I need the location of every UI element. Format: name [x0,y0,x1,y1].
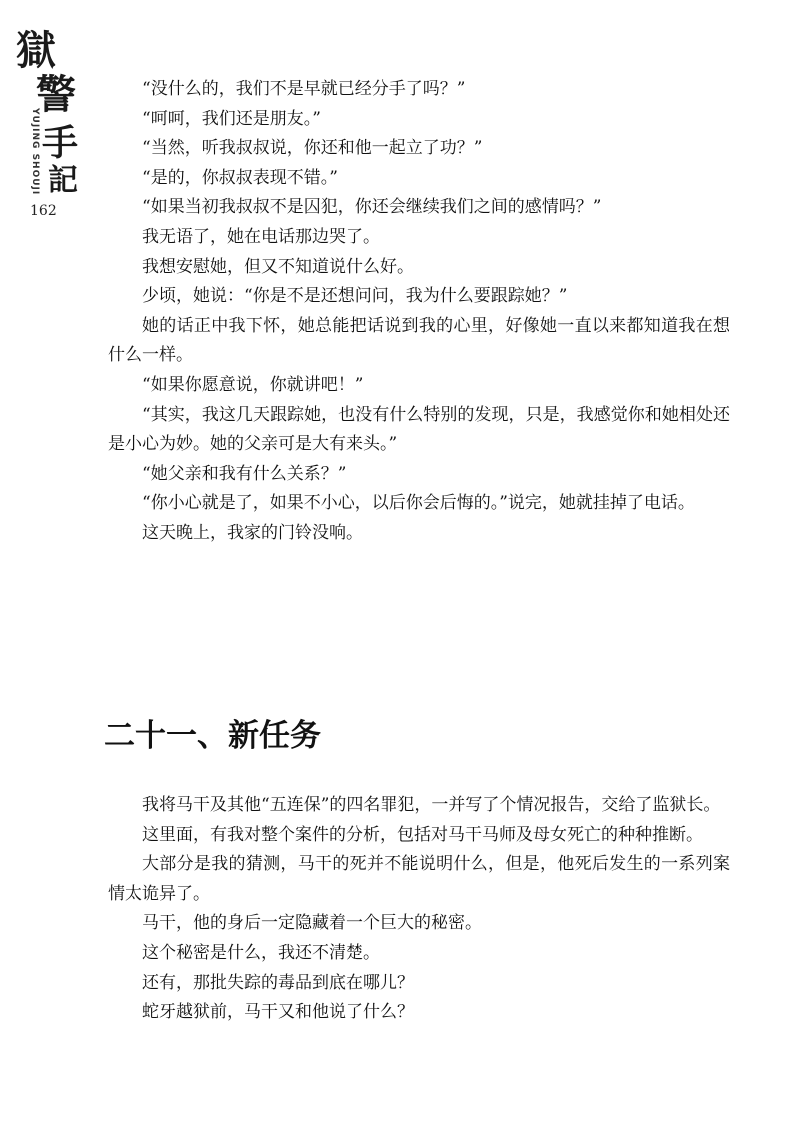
paragraph: “其实，我这几天跟踪她，也没有什么特别的发现，只是，我感觉你和她相处还是小心为妙。她的父亲可是大有来头。” [108,404,730,455]
paragraph: “当然，听我叔叔说，你还和他一起立了功？” [142,138,483,159]
page-number: 162 [30,203,57,219]
logo-char-4: 記 [48,163,78,198]
paragraph: 少顷，她说：“你是不是还想问问，我为什么要跟踪她？” [142,286,568,307]
logo-char-1: 獄 [16,27,56,74]
paragraph: 马干，他的身后一定隐藏着一个巨大的秘密。 [142,913,482,934]
paragraph: “她父亲和我有什么关系？” [142,463,347,484]
bottom-text-block [108,791,730,1028]
paragraph: 我将马干及其他“五连保”的四名罪犯，一并写了个情况报告，交给了监狱长。 [142,795,721,815]
paragraph: “如果当初我叔叔不是囚犯，你还会继续我们之间的感情吗？” [142,197,602,218]
paragraph: 还有，那批失踪的毒品到底在哪儿？ [142,972,414,993]
paragraph: 我无语了，她在电话那边哭了。 [142,226,380,247]
paragraph: “呵呵，我们还是朋友。” [142,108,321,129]
paragraph: 这天晚上，我家的门铃没响。 [142,522,363,543]
paragraph: “你小心就是了，如果不小心，以后你会后悔的。”说完，她就挂掉了电话。 [142,493,695,514]
paragraph: 这个秘密是什么，我还不清楚。 [142,942,380,963]
logo-latin: YUJING SHOUJI [30,108,40,196]
paragraph: “如果你愿意说，你就讲吧！” [142,374,364,395]
logo-char-3: 手 [42,122,79,164]
logo-char-2: 警 [36,71,76,118]
paragraph: “没什么的，我们不是早就已经分手了吗？” [142,79,466,99]
chapter-title: 二十一、新任务 [104,718,321,754]
paragraph: 她的话正中我下怀，她总能把话说到我的心里，好像她一直以来都知道我在想什么一样。 [108,315,730,366]
paragraph: “是的，你叔叔表现不错。” [142,167,338,188]
paragraph: 我想安慰她，但又不知道说什么好。 [142,256,414,277]
book-logo [8,27,98,200]
top-text-block [108,75,730,549]
paragraph: 大部分是我的猜测，马干的死并不能说明什么，但是，他死后发生的一系列案情太诡异了。 [108,854,730,904]
paragraph: 这里面，有我对整个案件的分析，包括对马干马师及母女死亡的种种推断。 [142,824,703,845]
paragraph: 蛇牙越狱前，马干又和他说了什么？ [142,1002,414,1023]
